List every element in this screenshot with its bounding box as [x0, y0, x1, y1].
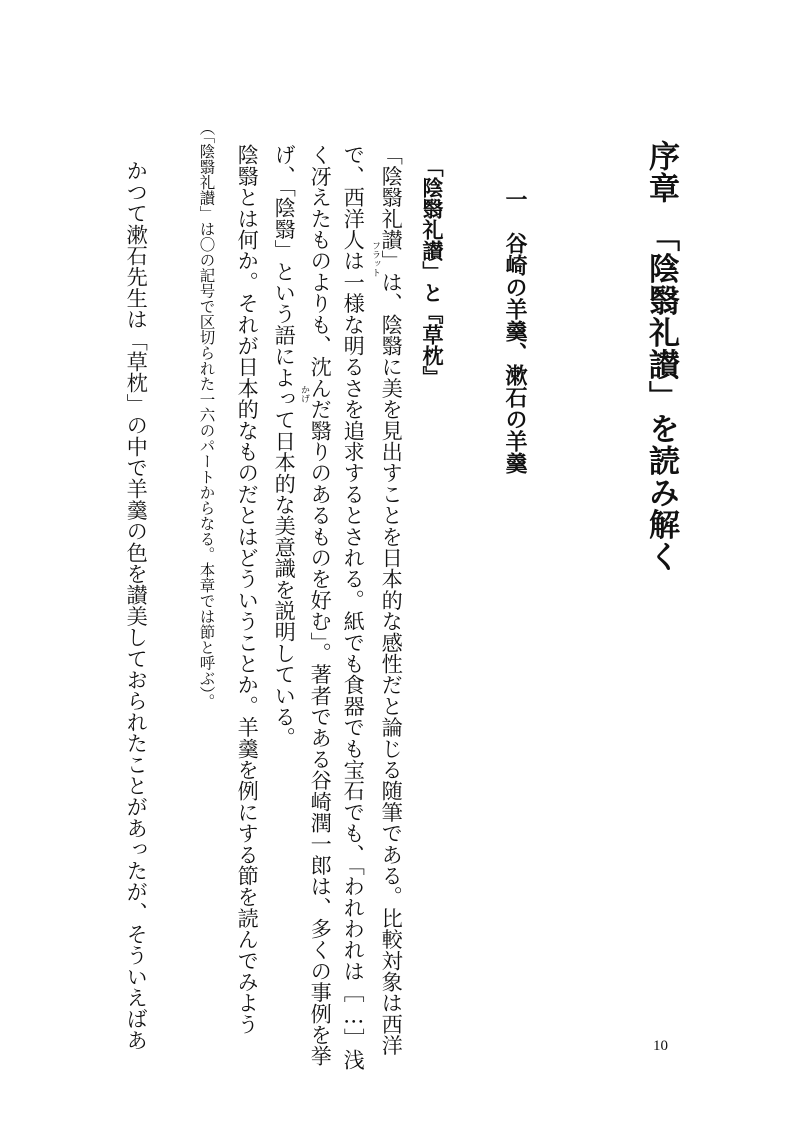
subsection-heading: 「陰翳礼讃」と『草枕』	[420, 156, 444, 387]
body-line: 「陰翳礼讃」は、陰翳に美を見出すことを日本的な感性だと論じる随筆である。比較対象は西洋	[379, 144, 405, 1056]
ruby-annotation: フラット	[370, 241, 380, 277]
body-line: く冴えたものよりも、沈んだ翳りのあるものを好む」。著者である谷崎潤一郎は、多くの事例を挙	[308, 144, 334, 1067]
ruby-annotation: かげ	[299, 385, 309, 403]
note-line: （「陰翳礼讃」は〇の記号で区切られた一六のパートからなる。本章では節と呼ぶ）。	[197, 120, 216, 709]
body-line: で、西洋人は一様な明るさを追求するとされる。紙でも食器でも宝石でも、「われわれは［…］浅	[341, 144, 367, 1071]
body-line: 陰翳とは何か。それが日本的なものだとはどういうことか。羊羹を例にする節を読んでみよう	[235, 144, 261, 1035]
page-number: 10	[653, 1038, 668, 1054]
section-heading: 一 谷崎の羊羹、漱石の羊羹	[502, 188, 527, 474]
body-line: かつて漱石先生は「草枕」の中で羊羹の色を讃美しておられたことがあったが、そういえばあ	[124, 160, 150, 1051]
chapter-heading: 序章 「陰翳礼讃」を読み解く	[643, 140, 679, 573]
body-line: げ、「陰翳」という語によって日本的な美意識を説明している。	[272, 144, 298, 749]
